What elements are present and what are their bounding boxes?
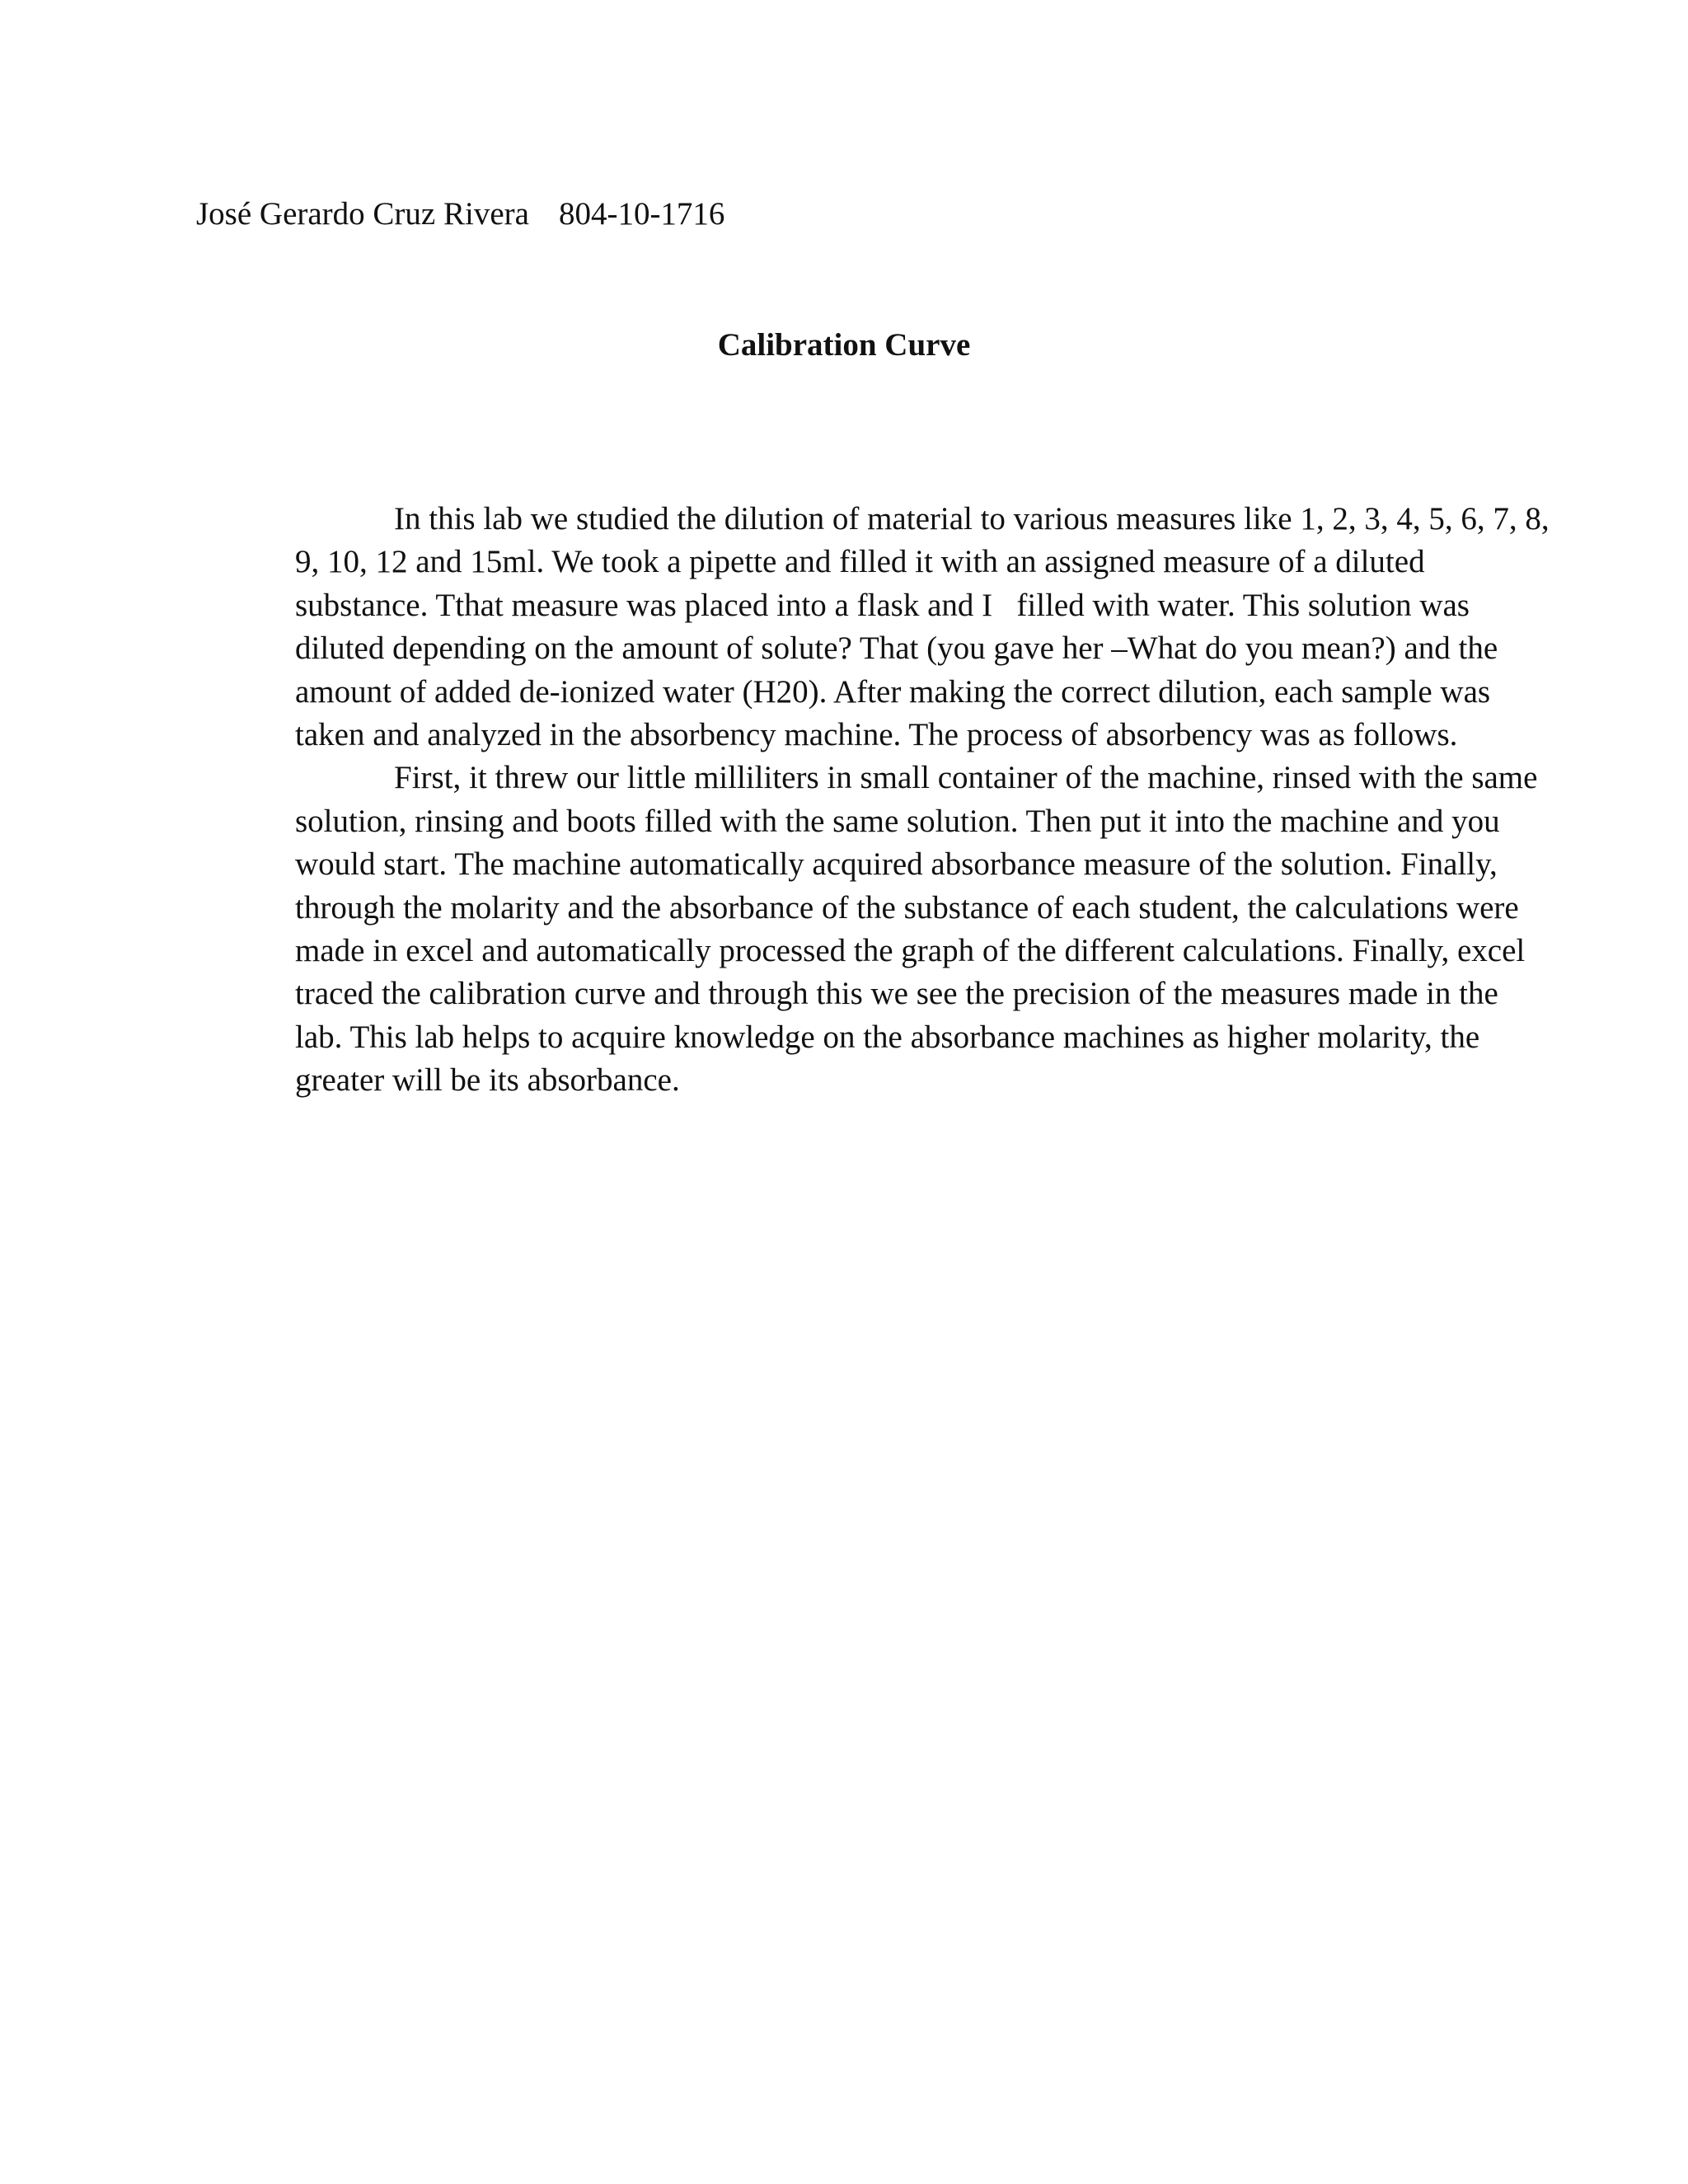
paragraph-line: taken and analyzed in the absorbency machine. The process of absorbency was as follows. [295,717,1458,753]
body-text [196,498,1550,1103]
paragraph-line: would start. The machine automatically acquired absorbance measure of the solution. Finally, [295,846,1498,883]
paragraph-line: greater will be its absorbance. [295,1062,680,1099]
paragraph-1 [196,498,1550,757]
paragraph-line: made in excel and automatically processed the graph of the different calculations. Finally, excel [295,933,1526,969]
paragraph-line: solution, rinsing and boots filled with the same solution. Then put it into the machine and you [295,803,1500,839]
paragraph-line: First, it threw our little milliliters in small container of the machine, rinsed with the same [394,760,1538,796]
paragraph-line: through the molarity and the absorbance of the substance of each student, the calculations were [295,889,1519,926]
paragraph-2 [196,757,1538,1102]
paragraph-line: 9, 10, 12 and 15ml. We took a pipette and filled it with an assigned measure of a diluted [295,544,1425,580]
paragraph-line: traced the calibration curve and through this we see the precision of the measures made in the [295,976,1498,1012]
paragraph-line: amount of added de-ionized water (H20). After making the correct dilution, each sample was [295,673,1491,710]
author-name: José Gerardo Cruz Rivera [196,196,529,232]
paragraph-line: In this lab we studied the dilution of material to various measures like 1, 2, 3, 4, 5, 6, 7, 8, [394,501,1550,537]
author-header [196,193,724,236]
paragraph-line: substance. Tthat measure was placed into a flask and I filled with water. This solution was [295,587,1470,623]
paragraph-line: lab. This lab helps to acquire knowledge on the absorbance machines as higher molarity, the [295,1019,1480,1055]
document-title: Calibration Curve [717,327,971,363]
student-id: 804-10-1716 [558,196,725,232]
paragraph-line: diluted depending on the amount of solute? That (you gave her –What do you mean?) and the [295,630,1498,667]
